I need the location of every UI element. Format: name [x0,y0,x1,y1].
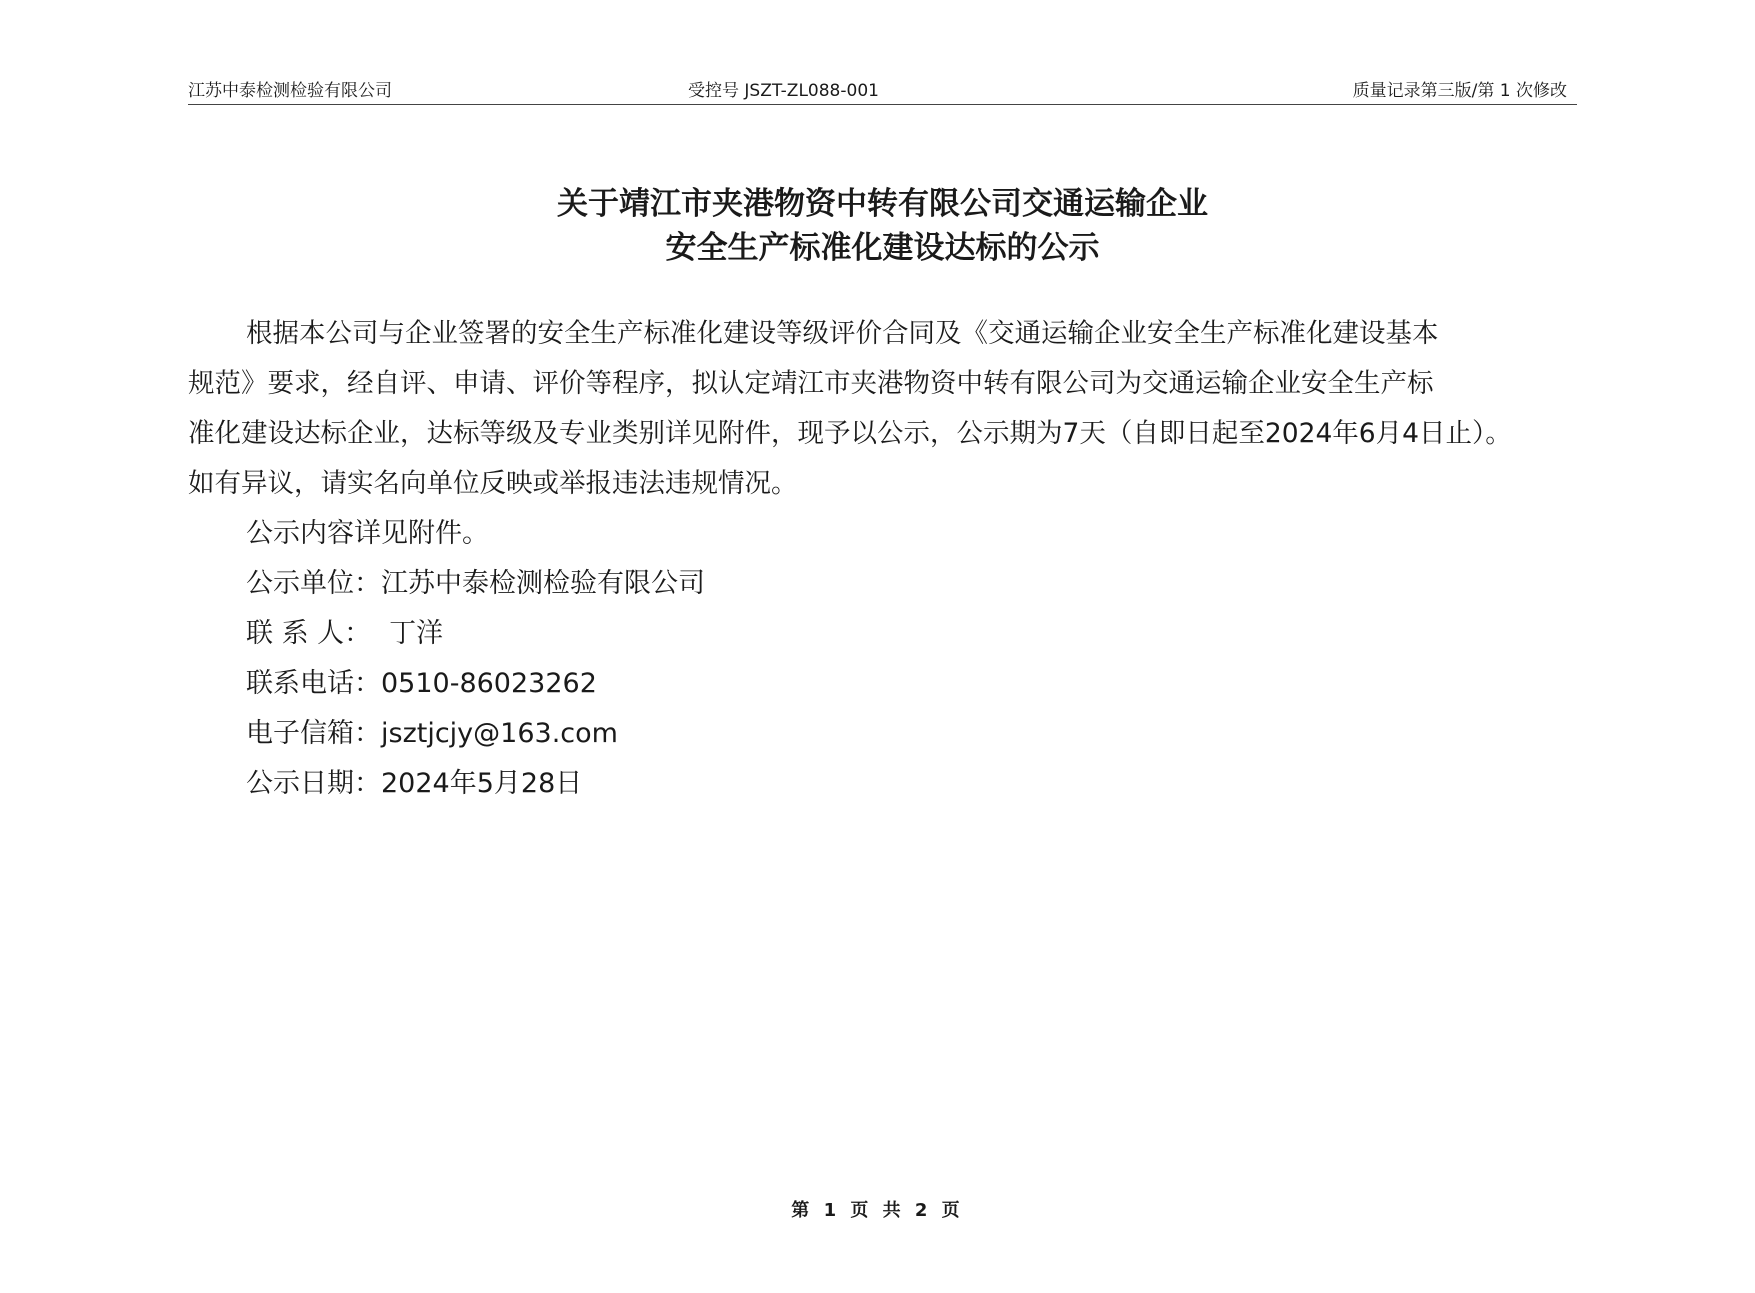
contact-info [246,509,705,809]
header-version: 质量记录第三版/第 1 次修改 [1352,81,1567,101]
body-line-3: 准化建设达标企业，达标等级及专业类别详见附件，现予以公示，公示期为7天（自即日起至2024年6月4日止）。 [188,418,1512,449]
header-company: 江苏中泰检测检验有限公司 [188,81,392,101]
body-line-1: 根据本公司与企业签署的安全生产标准化建设等级评价合同及《交通运输企业安全生产标准化建设基本 [246,318,1439,349]
document-title [188,182,1577,270]
header-control-number: 受控号 JSZT-ZL088-001 [688,81,879,101]
publishing-unit-value: 江苏中泰检测检验有限公司 [381,568,705,599]
attachment-note: 公示内容详见附件。 [246,518,489,549]
publishing-unit [246,559,705,609]
page-header [188,74,1577,105]
title-line-2: 安全生产标准化建设达标的公示 [665,230,1100,266]
publishing-unit-label: 公示单位： [246,568,381,599]
contact-phone-value: 0510-86023262 [381,668,597,699]
contact-person-label: 联 系 人： [246,618,372,649]
contact-email [246,709,705,759]
announcement-date [246,759,705,809]
contact-phone [246,659,705,709]
contact-email-value: jsztjcjy@163.com [381,718,618,749]
body-line-2: 规范》要求，经自评、申请、评价等程序，拟认定靖江市夹港物资中转有限公司为交通运输企业安全生产标 [188,368,1434,399]
contact-person [246,609,705,659]
body-line-4: 如有异议，请实名向单位反映或举报违法违规情况。 [188,468,798,499]
announcement-body [188,309,1577,509]
announcement-date-value: 2024年5月28日 [381,768,583,799]
title-line-1: 关于靖江市夹港物资中转有限公司交通运输企业 [557,186,1208,222]
contact-person-value: 丁洋 [389,618,444,649]
contact-phone-label: 联系电话： [246,668,381,699]
announcement-date-label: 公示日期： [246,768,381,799]
page-number: 第 1 页 共 2 页 [791,1200,964,1221]
contact-email-label: 电子信箱： [246,718,381,749]
